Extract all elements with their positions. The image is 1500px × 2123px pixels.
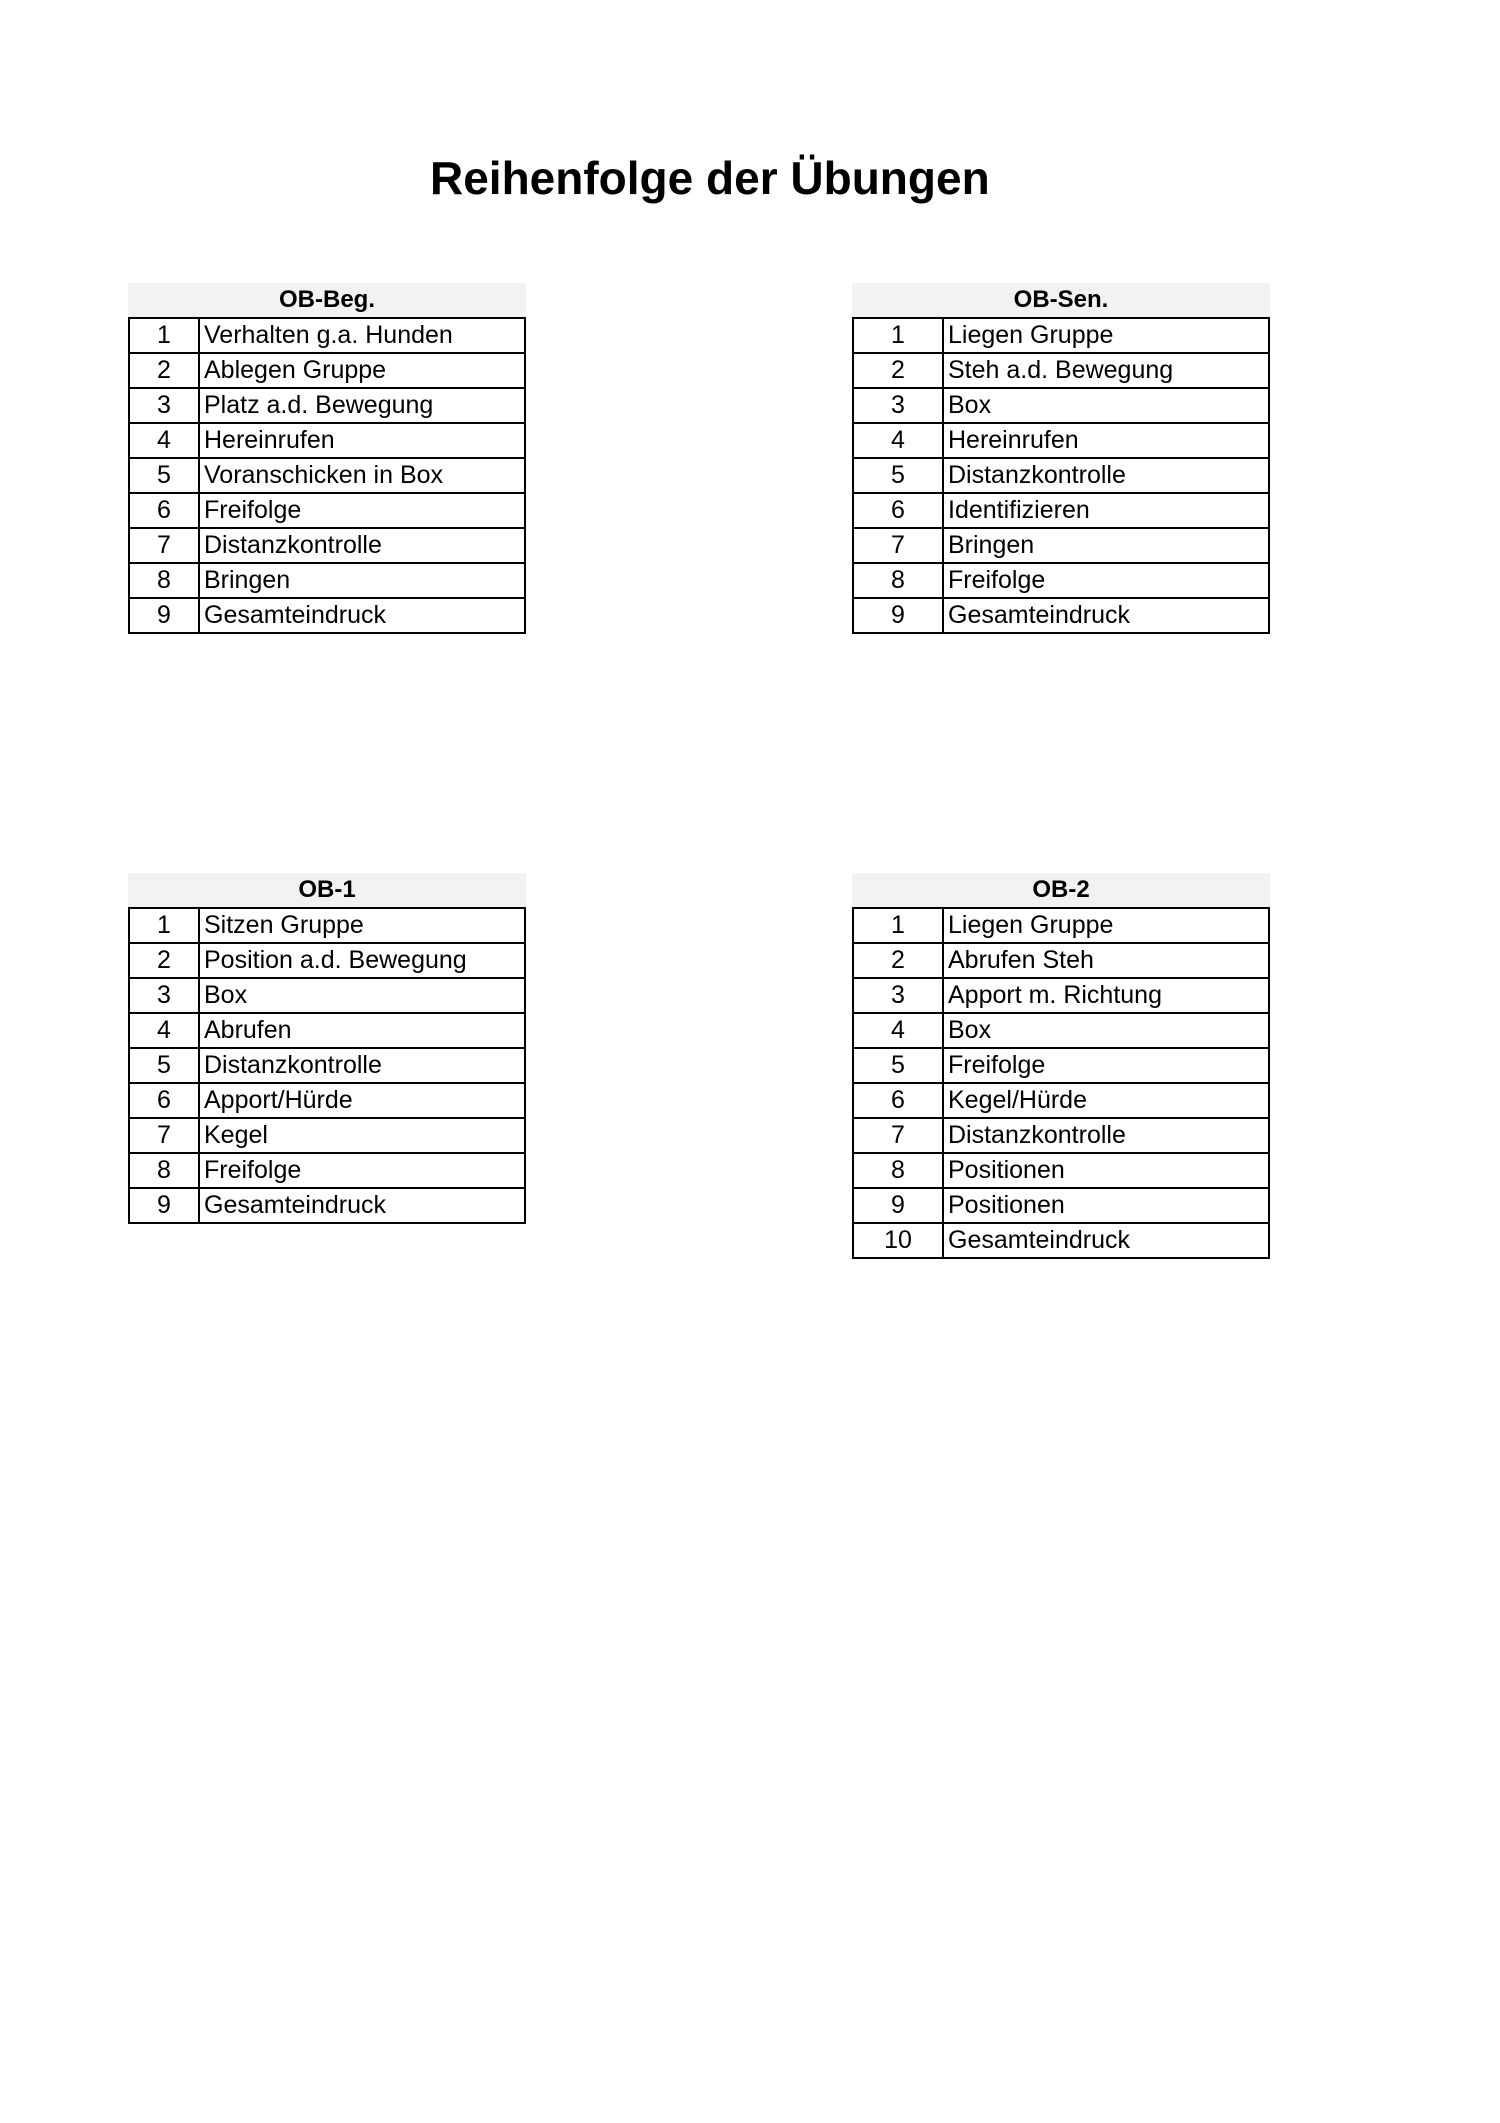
table-row (853, 1188, 1269, 1223)
table-row (129, 318, 525, 353)
exercise-table (128, 907, 526, 1224)
table-row (129, 1048, 525, 1083)
table-row (853, 978, 1269, 1013)
table-ob-beg (128, 283, 526, 634)
table-ob-2 (852, 873, 1270, 1259)
exercise-name: Distanzkontrolle (199, 1048, 525, 1083)
exercise-name: Ablegen Gruppe (199, 353, 525, 388)
exercise-number: 2 (129, 353, 199, 388)
exercise-name: Distanzkontrolle (199, 528, 525, 563)
table-row (129, 943, 525, 978)
exercise-name: Bringen (943, 528, 1269, 563)
table-row (853, 1048, 1269, 1083)
exercise-table (128, 317, 526, 634)
exercise-name: Apport m. Richtung (943, 978, 1269, 1013)
exercise-name: Freifolge (943, 1048, 1269, 1083)
exercise-number: 7 (129, 1118, 199, 1153)
table-row (129, 458, 525, 493)
exercise-name: Bringen (199, 563, 525, 598)
exercise-name: Distanzkontrolle (943, 1118, 1269, 1153)
exercise-name: Liegen Gruppe (943, 318, 1269, 353)
exercise-name: Freifolge (943, 563, 1269, 598)
exercise-number: 9 (853, 1188, 943, 1223)
exercise-number: 7 (853, 528, 943, 563)
table-row (129, 1013, 525, 1048)
table-row (129, 1153, 525, 1188)
exercise-number: 4 (129, 1013, 199, 1048)
exercise-number: 4 (129, 423, 199, 458)
exercise-name: Apport/Hürde (199, 1083, 525, 1118)
exercise-number: 1 (129, 318, 199, 353)
exercise-name: Abrufen (199, 1013, 525, 1048)
exercise-number: 5 (129, 458, 199, 493)
exercise-number: 2 (853, 943, 943, 978)
table-row (853, 318, 1269, 353)
exercise-number: 3 (129, 978, 199, 1013)
table-row (129, 528, 525, 563)
table-header: OB-2 (852, 873, 1270, 907)
table-row (853, 1223, 1269, 1258)
exercise-name: Platz a.d. Bewegung (199, 388, 525, 423)
exercise-number: 5 (853, 458, 943, 493)
exercise-number: 6 (129, 493, 199, 528)
exercise-name: Hereinrufen (199, 423, 525, 458)
exercise-name: Liegen Gruppe (943, 908, 1269, 943)
exercise-name: Box (943, 388, 1269, 423)
exercise-number: 8 (129, 563, 199, 598)
exercise-number: 7 (129, 528, 199, 563)
exercise-name: Verhalten g.a. Hunden (199, 318, 525, 353)
exercise-name: Positionen (943, 1153, 1269, 1188)
table-row (129, 598, 525, 633)
table-row (129, 908, 525, 943)
exercise-number: 1 (853, 318, 943, 353)
table-row (129, 1118, 525, 1153)
exercise-name: Gesamteindruck (943, 598, 1269, 633)
exercise-name: Freifolge (199, 1153, 525, 1188)
exercise-name: Kegel/Hürde (943, 1083, 1269, 1118)
table-row (853, 598, 1269, 633)
exercise-table (852, 907, 1270, 1259)
exercise-number: 8 (129, 1153, 199, 1188)
table-row (129, 1188, 525, 1223)
table-header: OB-Beg. (128, 283, 526, 317)
table-row (129, 563, 525, 598)
exercise-number: 10 (853, 1223, 943, 1258)
exercise-name: Distanzkontrolle (943, 458, 1269, 493)
exercise-name: Sitzen Gruppe (199, 908, 525, 943)
exercise-number: 9 (129, 1188, 199, 1223)
exercise-name: Steh a.d. Bewegung (943, 353, 1269, 388)
exercise-number: 5 (853, 1048, 943, 1083)
exercise-name: Abrufen Steh (943, 943, 1269, 978)
exercise-number: 6 (129, 1083, 199, 1118)
table-row (853, 1013, 1269, 1048)
table-row (853, 388, 1269, 423)
table-row (853, 908, 1269, 943)
exercise-number: 3 (129, 388, 199, 423)
exercise-name: Position a.d. Bewegung (199, 943, 525, 978)
exercise-name: Gesamteindruck (199, 1188, 525, 1223)
table-ob-sen (852, 283, 1270, 634)
table-row (853, 458, 1269, 493)
exercise-name: Gesamteindruck (943, 1223, 1269, 1258)
table-header: OB-Sen. (852, 283, 1270, 317)
table-row (129, 978, 525, 1013)
exercise-number: 2 (129, 943, 199, 978)
exercise-number: 8 (853, 1153, 943, 1188)
exercise-name: Box (199, 978, 525, 1013)
table-row (129, 353, 525, 388)
table-row (853, 1118, 1269, 1153)
exercise-number: 5 (129, 1048, 199, 1083)
table-row (129, 1083, 525, 1118)
table-row (853, 493, 1269, 528)
exercise-number: 4 (853, 1013, 943, 1048)
exercise-number: 9 (853, 598, 943, 633)
exercise-name: Freifolge (199, 493, 525, 528)
table-row (129, 388, 525, 423)
exercise-name: Kegel (199, 1118, 525, 1153)
table-ob-1 (128, 873, 526, 1224)
table-row (853, 528, 1269, 563)
exercise-number: 9 (129, 598, 199, 633)
table-row (853, 1083, 1269, 1118)
exercise-number: 4 (853, 423, 943, 458)
table-row (853, 353, 1269, 388)
table-header: OB-1 (128, 873, 526, 907)
exercise-number: 1 (853, 908, 943, 943)
exercise-number: 6 (853, 493, 943, 528)
exercise-number: 1 (129, 908, 199, 943)
exercise-name: Box (943, 1013, 1269, 1048)
exercise-table (852, 317, 1270, 634)
table-row (853, 943, 1269, 978)
table-row (853, 563, 1269, 598)
exercise-name: Hereinrufen (943, 423, 1269, 458)
page-title: Reihenfolge der Übungen (430, 152, 990, 204)
exercise-name: Identifizieren (943, 493, 1269, 528)
exercise-number: 6 (853, 1083, 943, 1118)
exercise-name: Gesamteindruck (199, 598, 525, 633)
exercise-number: 7 (853, 1118, 943, 1153)
exercise-number: 3 (853, 978, 943, 1013)
exercise-number: 8 (853, 563, 943, 598)
exercise-name: Positionen (943, 1188, 1269, 1223)
table-row (129, 423, 525, 458)
exercise-number: 3 (853, 388, 943, 423)
exercise-name: Voranschicken in Box (199, 458, 525, 493)
table-row (129, 493, 525, 528)
table-row (853, 423, 1269, 458)
exercise-number: 2 (853, 353, 943, 388)
table-row (853, 1153, 1269, 1188)
